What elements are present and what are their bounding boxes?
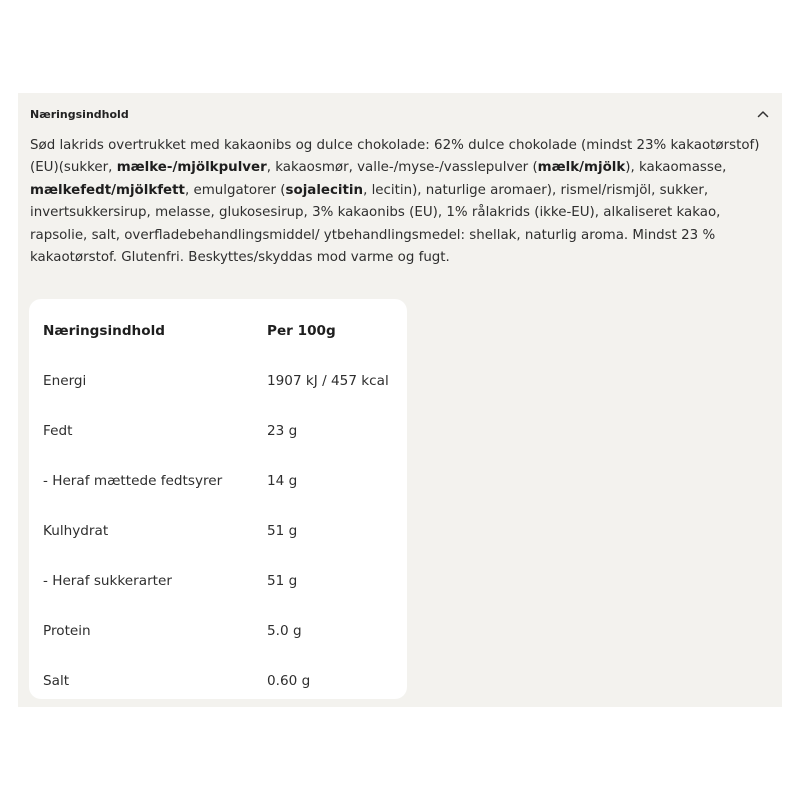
ingredient-segment: , kakaosmør, valle-/myse-/vasslepulver ( bbox=[266, 160, 538, 176]
row-value: 14 g bbox=[267, 473, 298, 489]
nutrition-table bbox=[29, 299, 407, 699]
column-header-label: Næringsindhold bbox=[43, 323, 165, 339]
row-value: 0.60 g bbox=[267, 673, 311, 689]
row-label: Protein bbox=[43, 623, 91, 639]
ingredient-segment: ), kakaomasse, bbox=[625, 160, 727, 176]
row-label: Fedt bbox=[43, 423, 73, 439]
row-label: Salt bbox=[43, 673, 70, 689]
table-row-saturated-fat bbox=[29, 471, 407, 491]
allergen-soy-lecithin: sojalecitin bbox=[285, 182, 364, 198]
ingredient-segment: , lecitin), naturlige aromaer), rismel/rismjöl, sukker, invertsukkersirup, melasse, glukosesirup, 3% kakaonibs (EU), 1% rålakrids (ikke-EU), alkaliseret kakao, rapsolie, salt, overfladebehandlingsmiddel/ ytbehandlingsmedel: shellak, naturlig aroma. Mindst 23 % kakaotørstof. Glutenfri. Beskyttes/skyddas mod varme og fugt. bbox=[30, 182, 721, 266]
ingredients-text bbox=[30, 135, 772, 269]
ingredient-segment: Sød lakrids overtrukket med kakaonibs og dulce chokolade: 62% dulce chokolade (mindst 23% kakaotørstof)(EU)(sukker, bbox=[30, 138, 760, 176]
accordion-title: Næringsindhold bbox=[30, 107, 129, 121]
chevron-up-icon[interactable] bbox=[756, 107, 770, 121]
row-value: 23 g bbox=[267, 423, 298, 439]
allergen-milk-fat: mælkefedt/mjölkfett bbox=[30, 182, 185, 198]
table-row-salt bbox=[29, 671, 407, 691]
table-row-protein bbox=[29, 621, 407, 641]
row-label: Kulhydrat bbox=[43, 523, 109, 539]
accordion-header[interactable] bbox=[30, 104, 770, 124]
ingredient-segment: , emulgatorer ( bbox=[184, 182, 286, 198]
allergen-milk: mælk/mjölk bbox=[537, 160, 626, 176]
table-header-row bbox=[29, 321, 407, 341]
row-value: 51 g bbox=[267, 523, 298, 539]
table-row-sugars bbox=[29, 571, 407, 591]
column-header-value: Per 100g bbox=[267, 323, 336, 339]
row-label: - Heraf sukkerarter bbox=[43, 573, 172, 589]
table-row-carbohydrate bbox=[29, 521, 407, 541]
row-label: Energi bbox=[43, 373, 87, 389]
row-value: 1907 kJ / 457 kcal bbox=[267, 373, 389, 389]
row-value: 5.0 g bbox=[267, 623, 302, 639]
row-value: 51 g bbox=[267, 573, 298, 589]
allergen-milk-powder: mælke-/mjölkpulver bbox=[116, 160, 267, 176]
row-label: - Heraf mættede fedtsyrer bbox=[43, 473, 223, 489]
table-row-energy bbox=[29, 371, 407, 391]
nutrition-accordion bbox=[18, 93, 782, 707]
table-row-fat bbox=[29, 421, 407, 441]
